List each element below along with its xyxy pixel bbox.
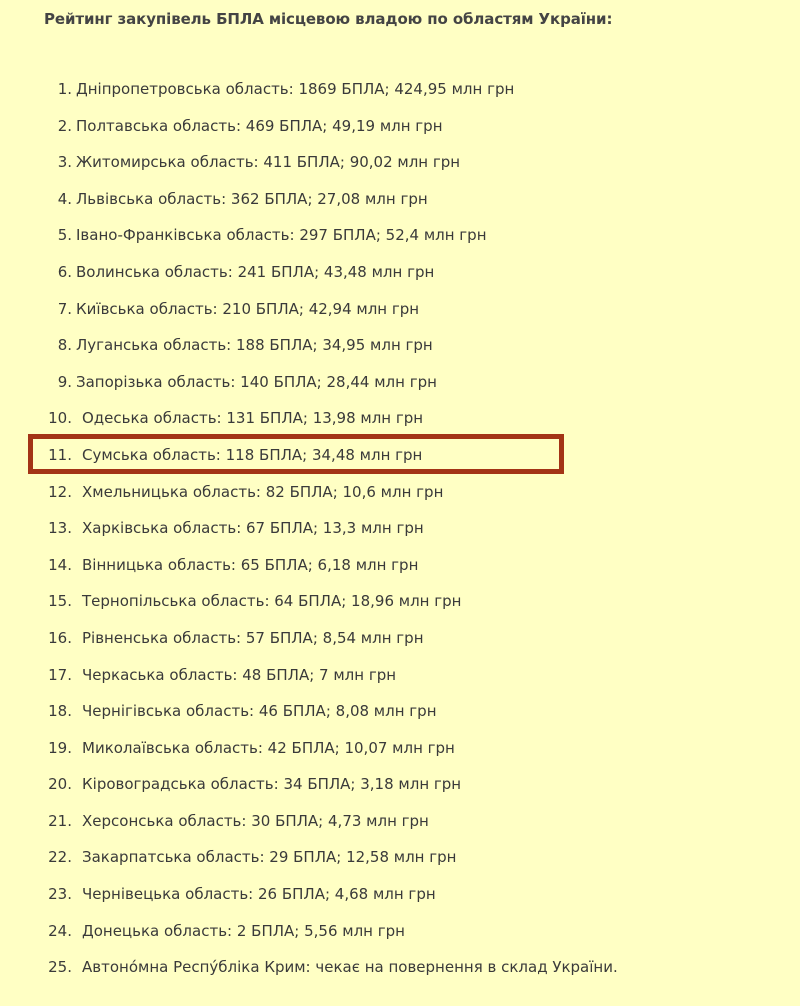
list-item: [0, 511, 800, 548]
list-item: [0, 877, 800, 914]
item-number: 6.: [57, 262, 72, 281]
list-item: [0, 621, 800, 658]
item-number: 15.: [48, 592, 72, 611]
item-number: 14.: [48, 555, 72, 574]
item-number: 10.: [48, 409, 72, 428]
item-number: 23.: [48, 885, 72, 904]
item-number: 4.: [57, 189, 72, 208]
list-item: [0, 767, 800, 804]
item-number: 12.: [48, 482, 72, 501]
item-text: Автоно́мна Респу́бліка Крим: чекає на повернення в склад України.: [82, 958, 618, 977]
list-item: [0, 914, 800, 951]
list-item: [0, 328, 800, 365]
item-text: Запорізька область: 140 БПЛА; 28,44 млн грн: [76, 372, 437, 391]
list-item: [0, 182, 800, 219]
item-text: Кіровоградська область: 34 БПЛА; 3,18 млн грн: [82, 775, 462, 794]
list-item: [0, 401, 800, 438]
item-number: 20.: [48, 775, 72, 794]
list-item: [0, 72, 800, 109]
item-text: Чернігівська область: 46 БПЛА; 8,08 млн грн: [82, 702, 437, 721]
item-number: 21.: [48, 811, 72, 830]
item-number: 16.: [48, 628, 72, 647]
item-text: Львівська область: 362 БПЛА; 27,08 млн грн: [76, 189, 428, 208]
item-number: 3.: [57, 153, 72, 172]
list-item: [0, 658, 800, 695]
list-item: [0, 255, 800, 292]
list-item: [0, 804, 800, 841]
highlight-frame: [28, 434, 564, 474]
list-item: [0, 548, 800, 585]
item-number: 19.: [48, 738, 72, 757]
list-item: [0, 694, 800, 731]
item-number: 17.: [48, 665, 72, 684]
list-item: [0, 731, 800, 768]
item-number: 22.: [48, 848, 72, 867]
item-number: 2.: [57, 116, 72, 135]
list-item: [0, 840, 800, 877]
item-number: 7.: [57, 299, 72, 318]
item-text: Полтавська область: 469 БПЛА; 49,19 млн грн: [76, 116, 443, 135]
document-title: Рейтинг закупівель БПЛА місцевою владою по областям України:: [44, 10, 613, 28]
item-text: Миколаївська область: 42 БПЛА; 10,07 млн грн: [82, 738, 455, 757]
item-text: Черкаська область: 48 БПЛА; 7 млн грн: [82, 665, 397, 684]
item-number: 24.: [48, 921, 72, 940]
item-text: Тернопільська область: 64 БПЛА; 18,96 млн грн: [82, 592, 462, 611]
item-text: Київська область: 210 БПЛА; 42,94 млн грн: [76, 299, 420, 318]
item-text: Закарпатська область: 29 БПЛА; 12,58 млн грн: [82, 848, 457, 867]
item-number: 5.: [57, 226, 72, 245]
list-item: [0, 365, 800, 402]
item-text: Донецька область: 2 БПЛА; 5,56 млн грн: [82, 921, 405, 940]
item-number: 8.: [57, 336, 72, 355]
item-text: Харківська область: 67 БПЛА; 13,3 млн грн: [82, 519, 424, 538]
item-text: Сумська область: 118 БПЛА; 34,48 млн грн: [82, 445, 423, 464]
item-text: Житомирська область: 411 БПЛА; 90,02 млн грн: [76, 153, 461, 172]
item-text: Хмельницька область: 82 БПЛА; 10,6 млн грн: [82, 482, 444, 501]
list-item: [0, 218, 800, 255]
item-number: 9.: [57, 372, 72, 391]
ranking-list: [0, 72, 800, 987]
item-number: 11.: [48, 445, 72, 464]
list-item: [0, 109, 800, 146]
item-text: Рівненська область: 57 БПЛА; 8,54 млн грн: [82, 628, 424, 647]
list-item: [0, 475, 800, 512]
item-text: Волинська область: 241 БПЛА; 43,48 млн грн: [76, 262, 435, 281]
list-item: [0, 950, 800, 987]
item-text: Вінницька область: 65 БПЛА; 6,18 млн грн: [82, 555, 419, 574]
item-text: Херсонська область: 30 БПЛА; 4,73 млн грн: [82, 811, 429, 830]
item-number: 1.: [57, 80, 72, 98]
item-text: Чернівецька область: 26 БПЛА; 4,68 млн грн: [82, 885, 436, 904]
item-number: 13.: [48, 519, 72, 538]
list-item: [0, 145, 800, 182]
list-item: [0, 584, 800, 621]
item-text: Луганська область: 188 БПЛА; 34,95 млн грн: [76, 336, 433, 355]
list-item: [0, 292, 800, 329]
item-text: Одеська область: 131 БПЛА; 13,98 млн грн: [82, 409, 424, 428]
item-number: 25.: [48, 958, 72, 977]
item-text: Дніпропетровська область: 1869 БПЛА; 424,95 млн грн: [76, 80, 515, 98]
item-text: Івано-Франківська область: 297 БПЛА; 52,4 млн грн: [76, 226, 487, 245]
item-number: 18.: [48, 702, 72, 721]
